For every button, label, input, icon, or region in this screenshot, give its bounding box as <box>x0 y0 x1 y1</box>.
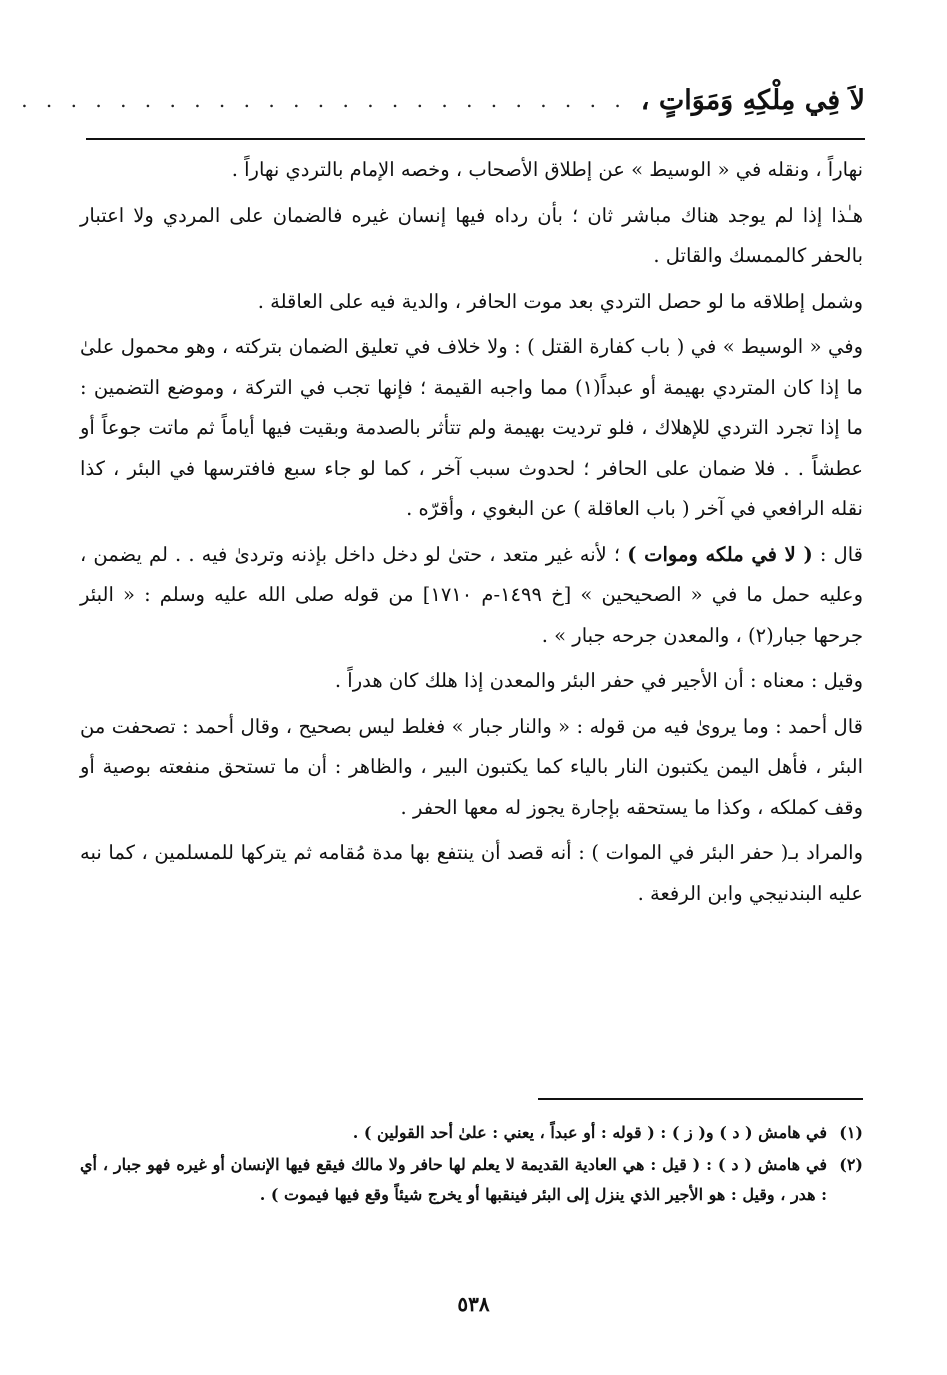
header-rule <box>86 138 865 140</box>
footnote <box>80 1150 863 1210</box>
footnote-text: في هامش ( د ) : ( قيل : هي العادية القديمة لا يعلم لها حافر ولا مالك فيقع فيها الإنسان أو غيره فهو جبار ، أي : هدر ، وقيل : هو الأجير الذي ينزل إلى البئر فينقبها أو يخرج شيئاً وقع فيها فيموت ) . <box>80 1155 827 1204</box>
paragraph-lead: قال : <box>812 542 863 566</box>
footnote-rule <box>538 1098 863 1100</box>
footnotes <box>80 1118 863 1212</box>
page-number: ٥٣٨ <box>457 1292 490 1316</box>
main-text <box>80 150 863 919</box>
footnote <box>80 1118 863 1148</box>
paragraph: هـٰذا إذا لم يوجد هناك مباشر ثان ؛ بأن رداه فيها إنسان غيره فالضمان على المردي ولا اعتبار بالحفر كالممسك والقاتل . <box>80 203 863 267</box>
paragraph: قال أحمد : وما يروىٰ فيه من قوله : « والنار جبار » فغلط ليس بصحيح ، وقال أحمد : تصحفت من البئر ، فأهل اليمن يكتبون النار بالياء كما يكتبون البير ، والظاهر : أن ما تستحق منفعته بوصية أو وقف كملكه ، وكذا ما يستحقه بإجارة يجوز له معها الحفر . <box>80 714 863 819</box>
footnote-text: في هامش ( د ) و( ز ) : ( قوله : أو عبداً ، يعني : علىٰ أحد القولين ) . <box>352 1123 827 1142</box>
footnote-number: (١) <box>839 1123 863 1142</box>
paragraph: وشمل إطلاقه ما لو حصل التردي بعد موت الحافر ، والدية فيه على العاقلة . <box>257 289 863 313</box>
header-title: لاَ فِي مِلْكِهِ وَمَوَاتٍ ، <box>640 84 865 116</box>
paragraph-rest: ؛ لأنه غير متعد ، حتىٰ لو دخل داخل بإذنه وتردىٰ فيه . . لم يضمن ، وعليه حمل ما في « الصحيحين » [خ ١٤٩٩-م ١٧١٠] من قوله صلى الله عليه وسلم : « البئر جرحها جبار(٢) ، والمعدن جرحه جبار » . <box>80 542 863 647</box>
paragraph: وفي « الوسيط » في ( باب كفارة القتل ) : ولا خلاف في تعليق الضمان بتركته ، وهو محمول علىٰ ما إذا كان المتردي بهيمة أو عبداً(١) مما واجبه القيمة ؛ فإنها تجب في التركة ، وموضع التضمين : ما إذا تجرد التردي للإهلاك ، فلو ترديت بهيمة ولم تتأثر بالصدمة وبقيت فيها أياماً ثم ماتت جوعاً أو عطشاً . . فلا ضمان على الحافر ؛ لحدوث سبب آخر ، كما لو جاء سبع فافترسها في البئر ، كذا نقله الرافعي في آخر ( باب العاقلة ) عن البغوي ، وأقرّه . <box>80 335 863 520</box>
running-header <box>21 76 865 124</box>
paragraph: وقيل : معناه : أن الأجير في حفر البئر والمعدن إذا هلك كان هدراً . <box>334 669 863 692</box>
header-dots: . . . . . . . . . . . . . . . . . . . . . . . . . <box>21 88 627 112</box>
footnote-number: (٢) <box>839 1155 863 1174</box>
paragraph <box>80 535 863 657</box>
paragraph: والمراد بـ( حفر البئر في الموات ) : أنه قصد أن ينتفع بها مدة مُقامه ثم يتركها للمسلمين ، كما نبه عليه البندنيجي وابن الرفعة . <box>80 841 863 905</box>
paragraph: نهاراً ، ونقله في « الوسيط » عن إطلاق الأصحاب ، وخصه الإمام بالتردي نهاراً . <box>231 158 863 181</box>
quoted-matn: ( لا في ملكه وموات ) <box>627 542 813 566</box>
